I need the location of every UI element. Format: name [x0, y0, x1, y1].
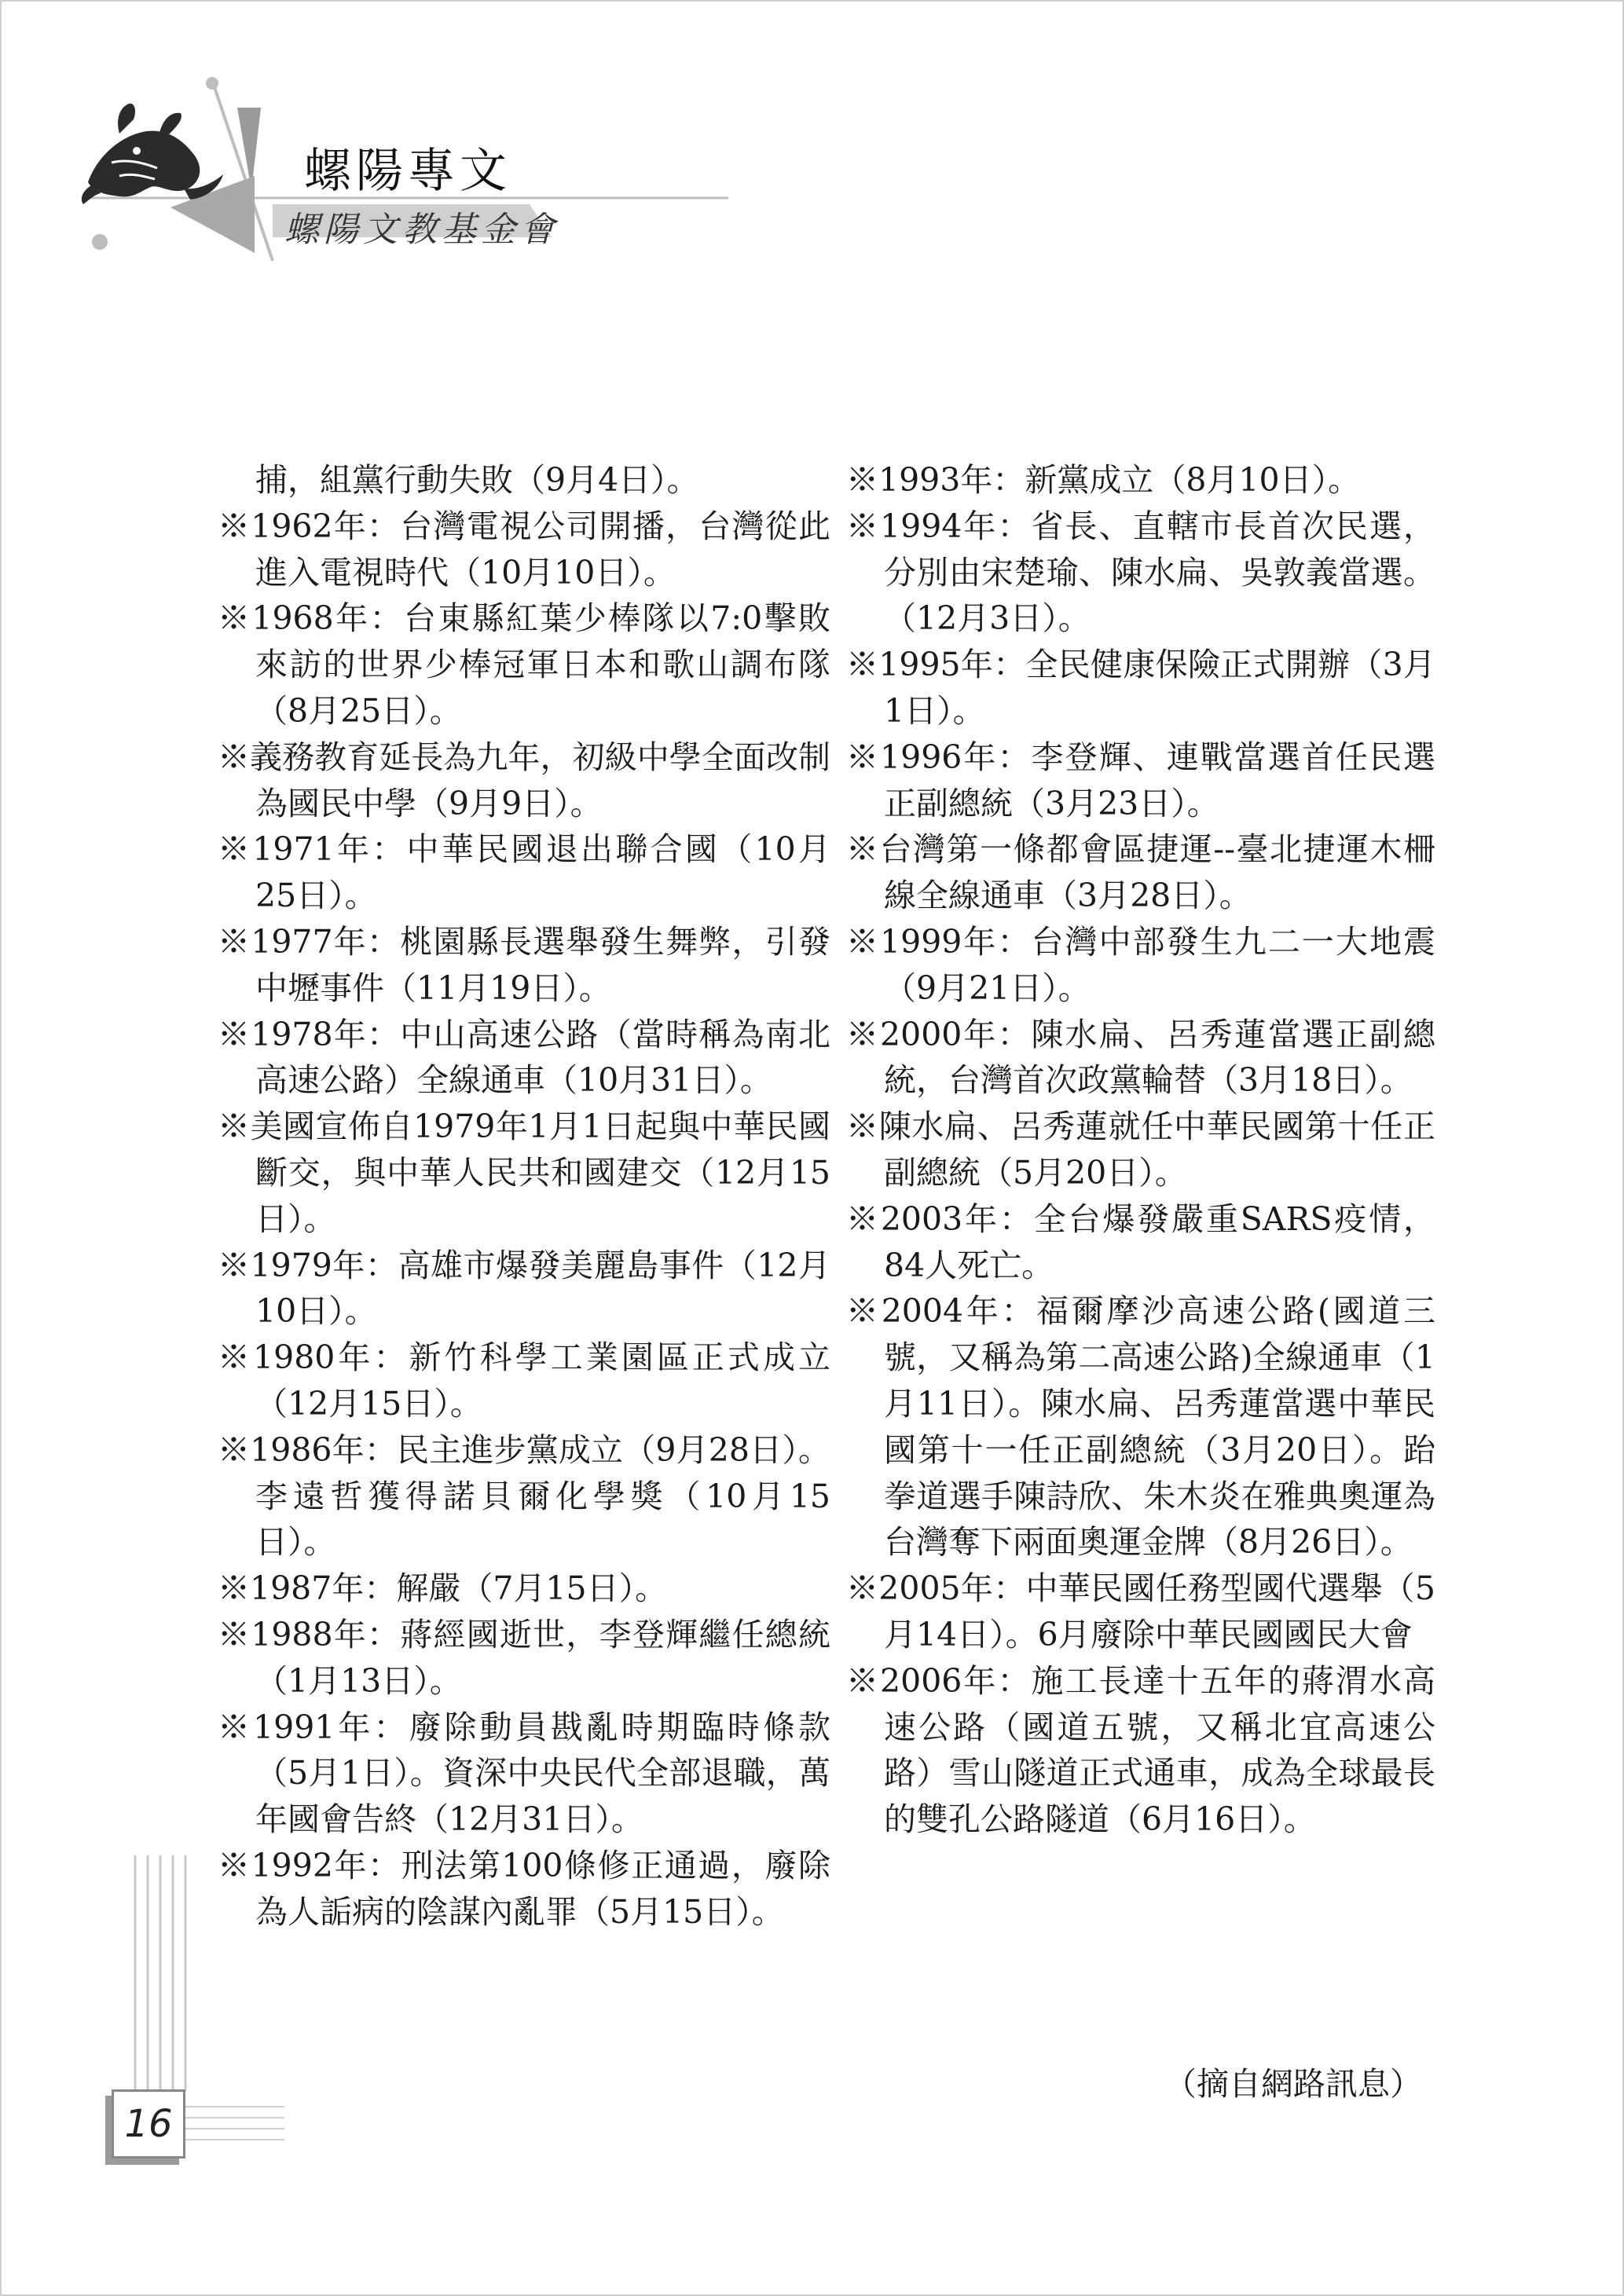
list-item: ※陳水扁、呂秀蓮就任中華民國第十任正副總統（5月20日）。: [846, 1108, 1435, 1192]
list-item: ※2004年：福爾摩沙高速公路(國道三號，又稱為第二高速公路)全線通車（1月11日）。陳水扁、呂秀蓮當選中華民國第十一任正副總統（3月20日）。跆拳道選手陳詩欣、朱木炎在雅典奧運為台灣奪下兩面奧運金牌（8月26日）。: [846, 1292, 1435, 1562]
list-item: ※2006年：施工長達十五年的蔣渭水高速公路（國道五號，又稱北宜高速公路）雪山隧道正式通車，成為全球最長的雙孔公路隧道（6月16日）。: [846, 1661, 1435, 1839]
list-item: ※1971年：中華民國退出聯合國（10月25日）。: [218, 830, 830, 915]
section-title: 螺陽專文: [304, 144, 511, 199]
list-item: ※1987年：解嚴（7月15日）。: [218, 1569, 668, 1608]
dragon-logo-icon: [82, 104, 223, 204]
list-item: ※台灣第一條都會區捷運--臺北捷運木柵線全線通車（3月28日）。: [846, 830, 1435, 915]
list-item: ※1988年：蔣經國逝世，李登輝繼任總統（1月13日）。: [218, 1615, 830, 1700]
list-item: ※2003年：全台爆發嚴重SARS疫情，84人死亡。: [846, 1199, 1435, 1284]
list-item: ※1993年：新黨成立（8月10日）。: [846, 461, 1361, 499]
list-item: ※1996年：李登輝、連戰當選首任民選正副總統（3月23日）。: [846, 738, 1435, 822]
right-column: [846, 457, 1435, 1843]
list-item: ※2000年：陳水扁、呂秀蓮當選正副總統，台灣首次政黨輪替（3月18日）。: [846, 1015, 1435, 1100]
source-note: （摘自網路訊息）: [1164, 2065, 1422, 2103]
left-column: [218, 457, 830, 1935]
page-number: 16: [112, 2089, 185, 2159]
list-item: ※1999年：台灣中部發生九二一大地震（9月21日）。: [846, 922, 1435, 1007]
list-item: ※1962年：台灣電視公司開播，台灣從此進入電視時代（10月10日）。: [218, 507, 830, 591]
list-item: ※1991年：廢除動員戡亂時期臨時條款（5月1日）。資深中央民代全部退職，萬年國會告終（12月31日）。: [218, 1708, 830, 1839]
list-item: ※1968年：台東縣紅葉少棒隊以7:0擊敗來訪的世界少棒冠軍日本和歌山調布隊（8月25日）。: [218, 599, 830, 730]
list-item: ※1979年：高雄市爆發美麗島事件（12月10日）。: [218, 1246, 830, 1331]
list-item: ※1986年：民主進步黨成立（9月28日）。李遠哲獲得諾貝爾化學獎（10月15日）。: [218, 1430, 830, 1562]
list-item: ※1992年：刑法第100條修正通過，廢除為人詬病的陰謀內亂罪（5月15日）。: [218, 1846, 830, 1931]
list-item: ※1978年：中山高速公路（當時稱為南北高速公路）全線通車（10月31日）。: [218, 1015, 830, 1100]
list-item: 捕，組黨行動失敗（9月4日）。: [255, 461, 699, 499]
list-item: ※1977年：桃園縣長選舉發生舞弊，引發中壢事件（11月19日）。: [218, 922, 830, 1007]
society-name: 螺陽文教基金會: [284, 210, 559, 250]
page-header: [2, 2, 787, 284]
list-item: ※美國宣佈自1979年1月1日起與中華民國斷交，與中華人民共和國建交（12月15日）。: [218, 1108, 830, 1238]
list-item: ※1994年：省長、直轄市長首次民選，分別由宋楚瑜、陳水扁、吳敦義當選。（12月3日）。: [846, 507, 1435, 638]
list-item: ※1980年：新竹科學工業園區正式成立（12月15日）。: [218, 1338, 830, 1423]
list-item: ※2005年：中華民國任務型國代選舉（5月14日）。6月廢除中華民國國民大會: [846, 1569, 1435, 1653]
list-item: ※1995年：全民健康保險正式開辦（3月1日）。: [846, 646, 1435, 730]
list-item: ※義務教育延長為九年，初級中學全面改制為國民中學（9月9日）。: [218, 738, 830, 822]
